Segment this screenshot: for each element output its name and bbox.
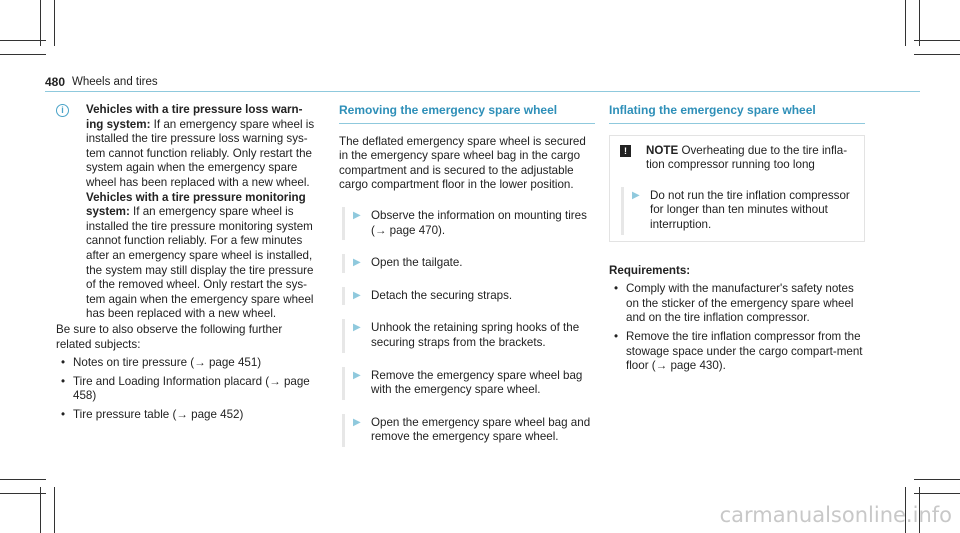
step-arrow-icon: ▶ [632, 189, 640, 201]
related-list [56, 356, 318, 422]
list-item: • Comply with the manufacturer's safety notes on the sticker of the emergency spare wheel and on the tire inflation compressor. [614, 282, 854, 325]
crop-mark [905, 0, 906, 46]
crop-mark [0, 40, 46, 41]
crop-mark [919, 0, 920, 46]
column-left [56, 103, 318, 422]
section-heading: Inflating the emergency spare wheel [609, 103, 816, 117]
step-arrow-icon: ▶ [353, 257, 361, 269]
list-item[interactable]: • Tire pressure table (→ page 452) [61, 407, 244, 421]
crop-mark [914, 493, 960, 494]
requirements-list [609, 282, 865, 374]
note-header [618, 144, 856, 173]
page-header [45, 70, 920, 94]
column-middle [339, 103, 595, 461]
step-arrow-icon: ▶ [353, 416, 361, 428]
info-heading: Vehicles with a tire pressure loss warn-ing system: [86, 103, 303, 131]
step-arrow-icon: ▶ [353, 369, 361, 381]
crop-mark [54, 0, 55, 46]
crop-mark [0, 54, 46, 55]
step-item: ▶ Open the tailgate. [342, 254, 595, 273]
section-title: Wheels and tires [72, 76, 158, 88]
info-icon: i [56, 104, 69, 117]
step-arrow-icon: ▶ [353, 322, 361, 334]
step-item: ▶ Do not run the tire inflation compressor for longer than ten minutes without interruption. [621, 187, 856, 235]
related-intro: Be sure to also observe the following further related subjects: [56, 322, 283, 351]
step-arrow-icon: ▶ [353, 209, 361, 221]
note-steps [618, 187, 856, 235]
crop-mark [914, 54, 960, 55]
list-item[interactable]: • Notes on tire pressure (→ page 451) [61, 356, 262, 370]
section-rule [609, 123, 865, 124]
warning-icon: ! [620, 145, 631, 157]
info-note [56, 103, 318, 322]
step-item: ▶ Detach the securing straps. [342, 287, 595, 306]
crop-mark [914, 479, 960, 480]
watermark: carmanualsonline.info [719, 503, 952, 527]
column-right [609, 103, 865, 374]
step-item: ▶ Observe the information on mounting tires (→ page 470). [342, 207, 595, 240]
info-text: If an emergency spare wheel is installed the tire pressure monitoring system cannot function reliably. For a few minutes after an emergency spare wheel is installed, the system may still display the tire pressure of the removed wheel. Only restart the sys-tem again when the emergency spare wheel has been replaced with a new wheel. [86, 205, 314, 321]
step-arrow-icon: ▶ [353, 289, 361, 301]
section-rule [339, 123, 595, 124]
crop-mark [0, 493, 46, 494]
crop-mark [54, 487, 55, 533]
page-number: 480 [45, 75, 66, 89]
step-item: ▶ Open the emergency spare wheel bag and remove the emergency spare wheel. [342, 414, 595, 447]
requirements-title: Requirements: [609, 263, 691, 277]
list-item: • Remove the tire inflation compressor from the stowage space under the cargo compart-ment floor (→ page 430). [614, 329, 863, 373]
step-item: ▶ Remove the emergency spare wheel bag with the emergency spare wheel. [342, 367, 595, 400]
note-label: NOTE [646, 143, 679, 157]
crop-mark [914, 40, 960, 41]
list-item[interactable]: • Tire and Loading Information placard (→ page 458) [61, 374, 310, 403]
note-text: Overheating due to the tire infla-tion compressor running too long [646, 143, 848, 172]
crop-mark [0, 479, 46, 480]
step-list [339, 207, 595, 447]
step-item: ▶ Unhook the retaining spring hooks of the securing straps from the brackets. [342, 319, 595, 352]
info-heading: Vehicles with a tire pressure monitoring system: [86, 190, 306, 219]
info-paragraph [86, 103, 318, 322]
note-box [609, 135, 865, 242]
section-heading: Removing the emergency spare wheel [339, 103, 558, 117]
header-rule [45, 91, 920, 92]
section-intro: The deflated emergency spare wheel is secured in the emergency spare wheel bag in the cargo compartment and is secured to the adjustable cargo compartment floor in the lower position. [339, 134, 586, 192]
info-text: If an emergency spare wheel is installed the tire pressure loss warning sys-tem cannot function reliably. Only restart the system again when the emergency spare wheel has been replaced with a new wheel. [86, 117, 315, 189]
